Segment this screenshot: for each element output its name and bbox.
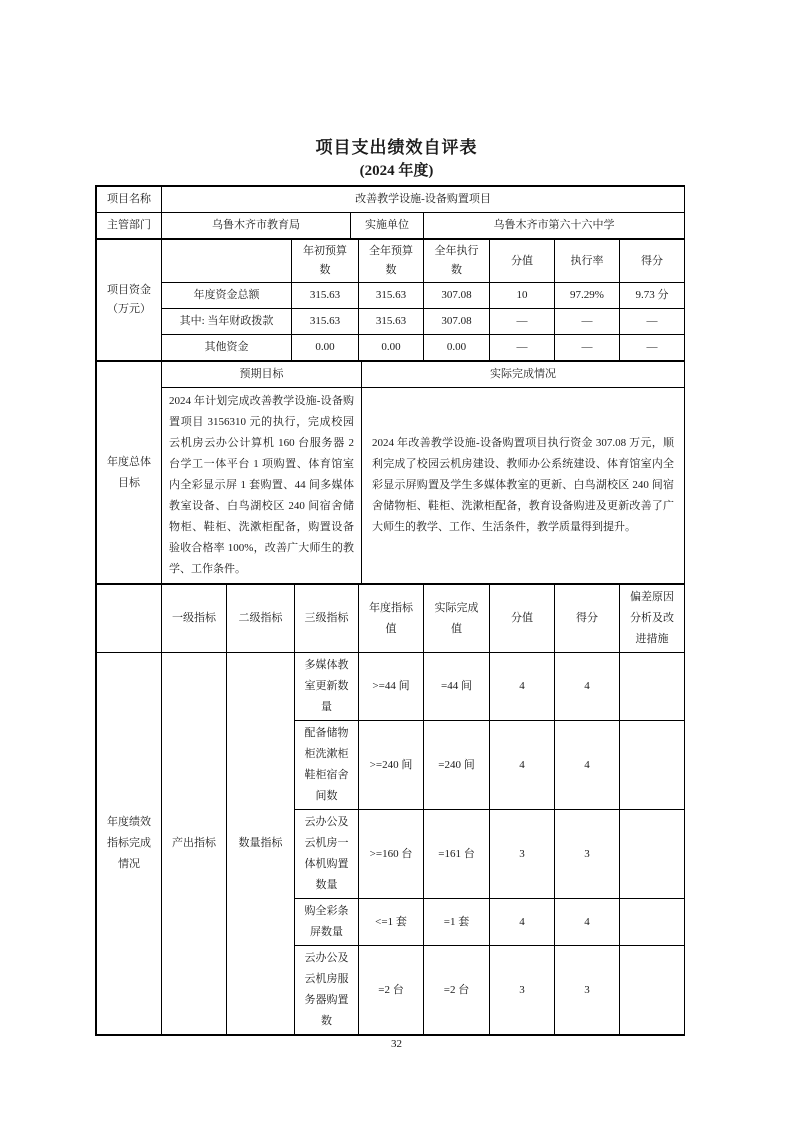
- col-score: 得分: [620, 240, 685, 283]
- funding-rate: —: [555, 335, 620, 361]
- col-score-value: 分值: [490, 585, 555, 653]
- indicators-corner-cell: [97, 585, 162, 653]
- col-annual-budget: 全年预算数: [359, 240, 424, 283]
- col-level2: 二级指标: [227, 585, 295, 653]
- funding-score: —: [620, 335, 685, 361]
- self-evaluation-table: [95, 185, 685, 1036]
- indicator-name: 配备储物柜洗漱柜鞋柜宿舍间数: [295, 721, 359, 810]
- indicators-header-row: [97, 585, 685, 653]
- actual-completion-header: 实际完成情况: [362, 362, 685, 388]
- indicator-score: 3: [555, 946, 620, 1035]
- indicator-score-value: 3: [490, 810, 555, 899]
- table-row: [97, 187, 685, 213]
- indicator-score-value: 4: [490, 721, 555, 810]
- col-deviation: 偏差原因分析及改进措施: [620, 585, 685, 653]
- funding-row-other: [97, 335, 685, 361]
- indicator-score: 4: [555, 653, 620, 721]
- funding-header-row: [97, 240, 685, 283]
- indicator-deviation: [620, 653, 685, 721]
- table-row: [97, 213, 685, 239]
- funding-execution: 0.00: [424, 335, 490, 361]
- annual-goal-section: [96, 361, 685, 584]
- funding-budget: 315.63: [359, 283, 424, 309]
- unit-label: 实施单位: [351, 213, 424, 239]
- funding-score: 9.73 分: [620, 283, 685, 309]
- indicator-actual: =1 套: [424, 899, 490, 946]
- col-level1: 一级指标: [162, 585, 227, 653]
- indicator-target: <=1 套: [359, 899, 424, 946]
- funding-rate: —: [555, 309, 620, 335]
- funding-row-total: [97, 283, 685, 309]
- dept-value: 乌鲁木齐市教育局: [162, 213, 351, 239]
- funding-row-label: 年度资金总额: [162, 283, 292, 309]
- funding-execution: 307.08: [424, 283, 490, 309]
- col-actual-value: 实际完成值: [424, 585, 490, 653]
- col-annual-execution: 全年执行数: [424, 240, 490, 283]
- indicator-name: 云办公及云机房一体机购置数量: [295, 810, 359, 899]
- funding-section-label: 项目资金（万元）: [97, 240, 162, 361]
- actual-completion-text: 2024 年改善教学设施-设备购置项目执行资金 307.08 万元，顺利完成了校园云机房建设、教师办公系统建设、体育馆室内全彩显示屏购置及学生多媒体教室的更新、白鸟湖校区 240 间宿舍储物柜、鞋柜、洗漱柜配备，教育设备购进及更新改善了广大师生的教学、工作、生活条件，教学质量得到提升。: [362, 388, 685, 584]
- funding-initial: 315.63: [292, 283, 359, 309]
- funding-row-label: 其他资金: [162, 335, 292, 361]
- indicator-score: 3: [555, 810, 620, 899]
- indicator-row: [97, 653, 685, 721]
- col-initial-budget: 年初预算数: [292, 240, 359, 283]
- indicator-actual: =44 间: [424, 653, 490, 721]
- title-block: [0, 136, 793, 182]
- indicator-name: 云办公及云机房服务器购置数: [295, 946, 359, 1035]
- level1-value: 产出指标: [162, 653, 227, 1035]
- funding-score-value: —: [490, 335, 555, 361]
- funding-section: [96, 239, 685, 361]
- indicator-actual: =240 间: [424, 721, 490, 810]
- funding-score: —: [620, 309, 685, 335]
- project-name-value: 改善教学设施-设备购置项目: [162, 187, 685, 213]
- funding-budget: 315.63: [359, 309, 424, 335]
- indicator-score-value: 4: [490, 653, 555, 721]
- goal-header-row: [97, 362, 685, 388]
- col-score: 得分: [555, 585, 620, 653]
- funding-initial: 315.63: [292, 309, 359, 335]
- indicator-actual: =2 台: [424, 946, 490, 1035]
- indicator-score: 4: [555, 899, 620, 946]
- col-level3: 三级指标: [295, 585, 359, 653]
- indicator-target: >=44 间: [359, 653, 424, 721]
- indicator-name: 购全彩条屏数量: [295, 899, 359, 946]
- goal-section-label: 年度总体目标: [97, 362, 162, 584]
- indicator-target: >=160 台: [359, 810, 424, 899]
- indicator-actual: =161 台: [424, 810, 490, 899]
- goal-content-row: [97, 388, 685, 584]
- indicators-section-label: 年度绩效指标完成情况: [97, 653, 162, 1035]
- funding-score-value: —: [490, 309, 555, 335]
- funding-row-fiscal: [97, 309, 685, 335]
- col-score-value: 分值: [490, 240, 555, 283]
- indicator-target: >=240 间: [359, 721, 424, 810]
- indicator-name: 多媒体教室更新数量: [295, 653, 359, 721]
- unit-value: 乌鲁木齐市第六十六中学: [424, 213, 685, 239]
- funding-row-label: 其中: 当年财政拨款: [162, 309, 292, 335]
- indicator-score-value: 4: [490, 899, 555, 946]
- expected-goal-text: 2024 年计划完成改善教学设施-设备购置项目 3156310 元的执行，完成校园云机房云办公计算机 160 台服务器 2 台学工一体平台 1 项购置、体育馆室内全彩显示屏 1 套购置、44 间多媒体教室设备、白鸟湖校区 240 间宿舍储物柜、鞋柜、洗漱柜配备，购置设备验收合格率 100%，改善广大师生的教学、工作条件。: [162, 388, 362, 584]
- indicator-target: =2 台: [359, 946, 424, 1035]
- indicator-score-value: 3: [490, 946, 555, 1035]
- funding-budget: 0.00: [359, 335, 424, 361]
- funding-execution: 307.08: [424, 309, 490, 335]
- info-section: [96, 186, 685, 239]
- project-name-label: 项目名称: [97, 187, 162, 213]
- page-number: 32: [391, 1038, 402, 1050]
- indicator-deviation: [620, 946, 685, 1035]
- col-execution-rate: 执行率: [555, 240, 620, 283]
- indicator-deviation: [620, 810, 685, 899]
- indicators-section: [96, 584, 685, 1035]
- indicator-deviation: [620, 721, 685, 810]
- page-subtitle: (2024 年度): [359, 163, 434, 179]
- indicator-deviation: [620, 899, 685, 946]
- col-annual-target: 年度指标值: [359, 585, 424, 653]
- funding-rate: 97.29%: [555, 283, 620, 309]
- funding-score-value: 10: [490, 283, 555, 309]
- dept-label: 主管部门: [97, 213, 162, 239]
- expected-goal-header: 预期目标: [162, 362, 362, 388]
- funding-initial: 0.00: [292, 335, 359, 361]
- level2-value: 数量指标: [227, 653, 295, 1035]
- indicator-score: 4: [555, 721, 620, 810]
- page-title: 项目支出绩效自评表: [315, 138, 478, 157]
- funding-blank-cell: [162, 240, 292, 283]
